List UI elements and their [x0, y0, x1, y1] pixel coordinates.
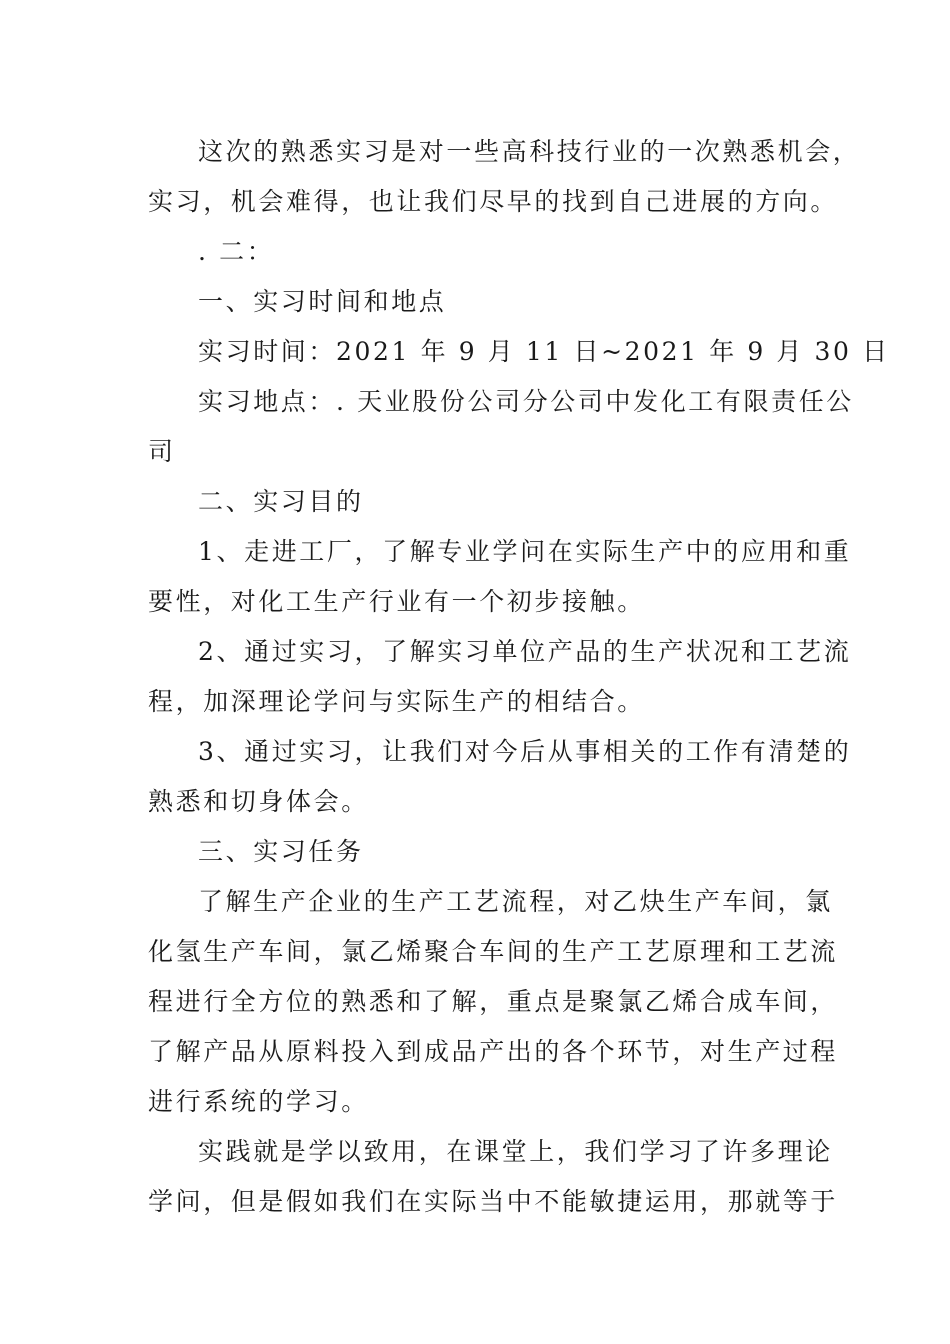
paragraph-line: 了解产品从原料投入到成品产出的各个环节，对生产过程	[148, 1037, 839, 1066]
paragraph-line: 化氢生产车间，氯乙烯聚合车间的生产工艺原理和工艺流	[148, 937, 839, 966]
list-item-line: 要性，对化工生产行业有一个初步接触。	[148, 587, 645, 616]
paragraph-line: 程进行全方位的熟悉和了解，重点是聚氯乙烯合成车间，	[148, 987, 839, 1016]
paragraph-line: 这次的熟悉实习是对一些高科技行业的一次熟悉机会，	[198, 137, 861, 166]
paragraph-line: 实习，机会难得，也让我们尽早的找到自己进展的方向。	[148, 187, 839, 216]
section-heading: 二、实习目的	[198, 487, 364, 516]
paragraph-line: 进行系统的学习。	[148, 1087, 369, 1116]
list-item-line: 1、走进工厂，了解专业学问在实际生产中的应用和重	[198, 537, 852, 566]
list-item-line: 熟悉和切身体会。	[148, 787, 369, 816]
list-item-line: 2、通过实习，了解实习单位产品的生产状况和工艺流	[198, 637, 852, 666]
paragraph-line: 实习地点：. 天业股份公司分公司中发化工有限责任公	[198, 387, 854, 416]
paragraph-line: 实习时间：2021 年 9 月 11 日~2021 年 9 月 30 日	[198, 337, 890, 366]
section-heading: 三、实习任务	[198, 837, 364, 866]
section-heading: 一、实习时间和地点	[198, 287, 447, 316]
paragraph-line: 司	[148, 437, 176, 466]
list-item-line: 3、通过实习，让我们对今后从事相关的工作有清楚的	[198, 737, 852, 766]
paragraph-line: 了解生产企业的生产工艺流程，对乙炔生产车间，氯	[198, 887, 833, 916]
paragraph-line: 学问，但是假如我们在实际当中不能敏捷运用，那就等于	[148, 1187, 839, 1216]
paragraph-line: 实践就是学以致用，在课堂上，我们学习了许多理论	[198, 1137, 833, 1166]
section-marker: . 二：	[198, 237, 275, 266]
list-item-line: 程，加深理论学问与实际生产的相结合。	[148, 687, 645, 716]
